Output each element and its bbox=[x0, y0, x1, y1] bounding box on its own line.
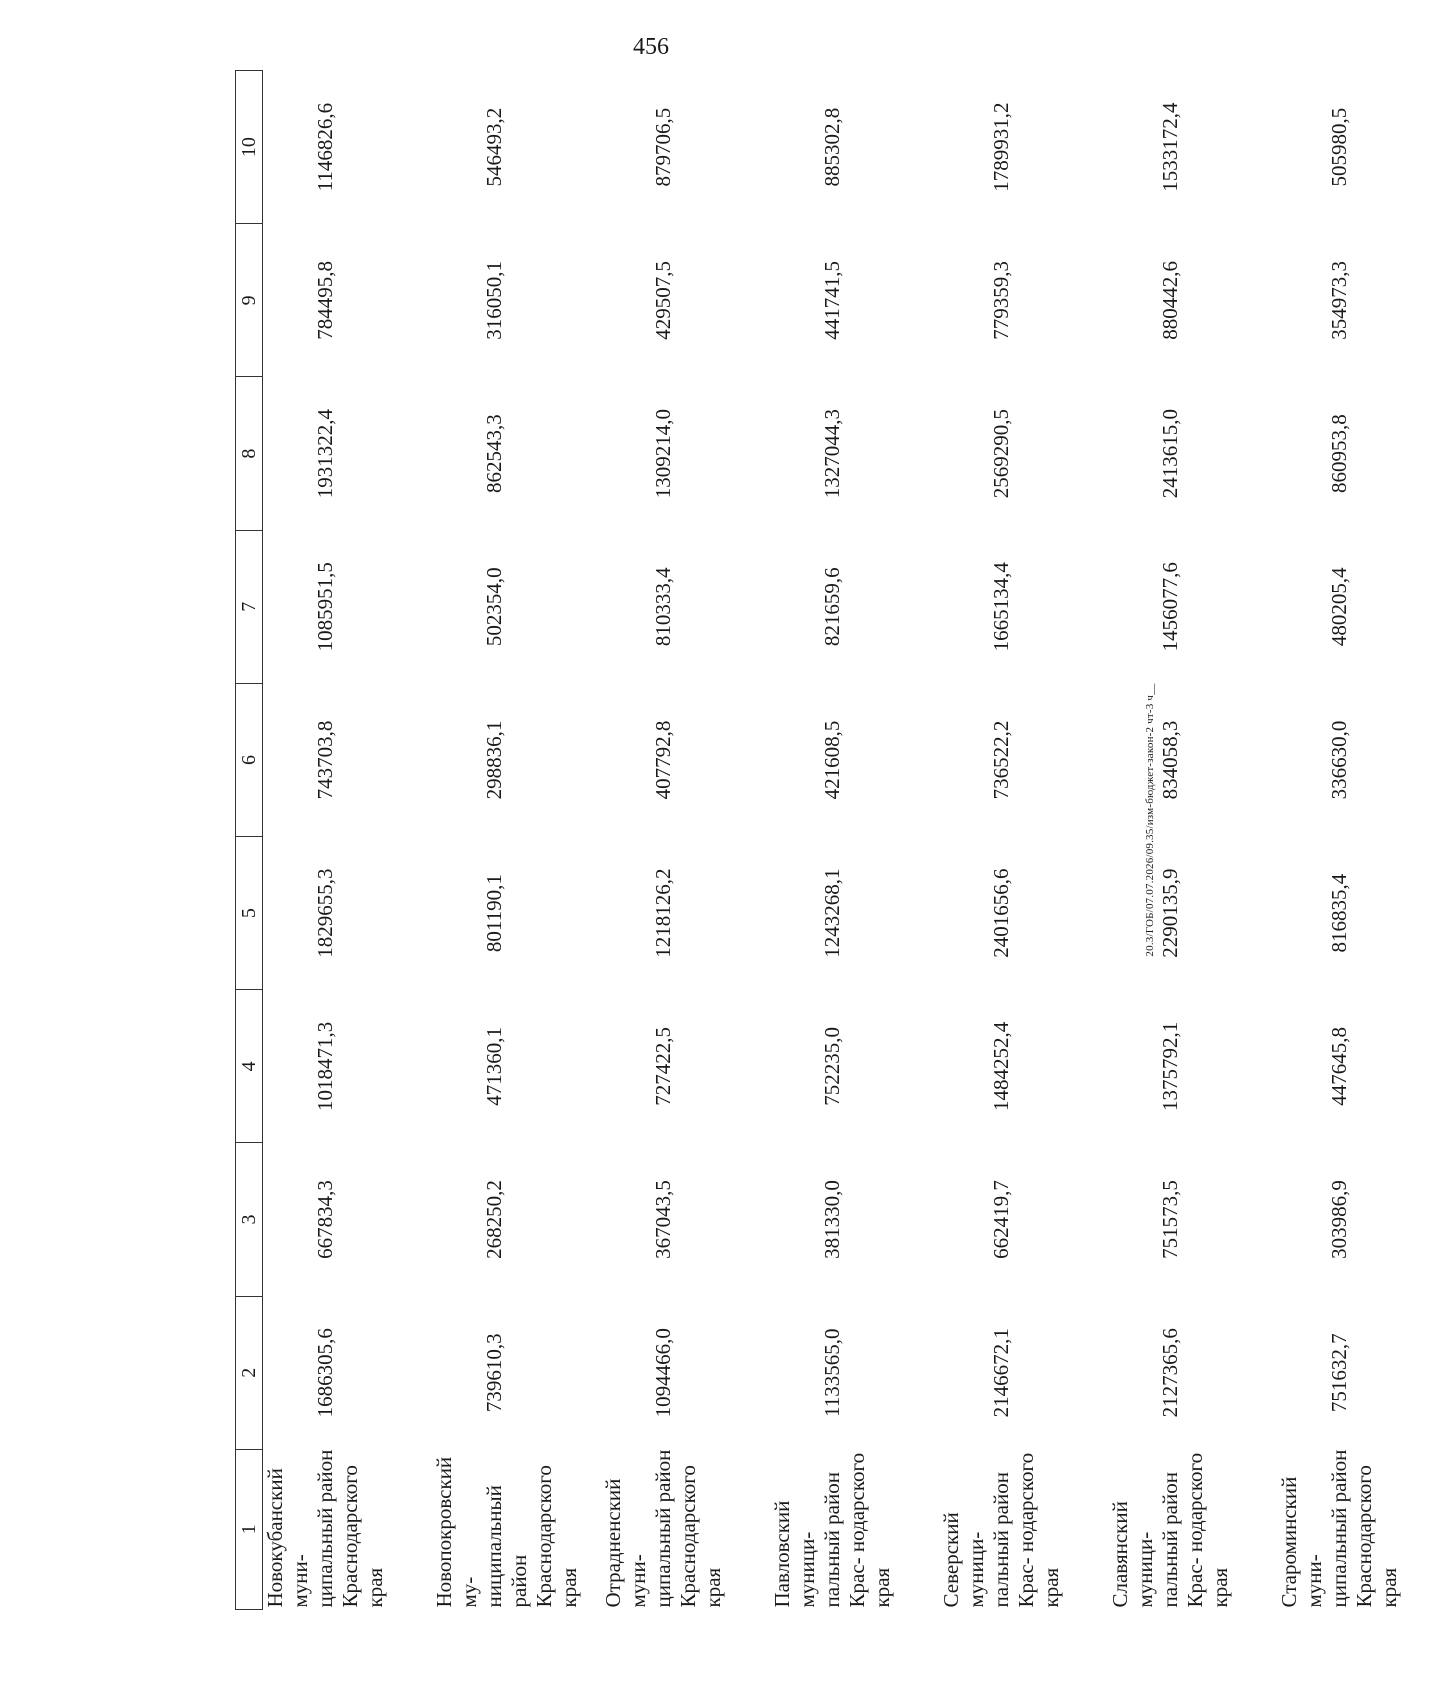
value-cell: 879706,5 bbox=[651, 107, 675, 187]
value-cell: 667834,3 bbox=[313, 1180, 337, 1259]
value-cell: 480205,4 bbox=[1327, 567, 1351, 647]
value-cell: 502354,0 bbox=[482, 567, 506, 647]
column-header: 6 bbox=[236, 683, 263, 836]
value-cell: 354973,3 bbox=[1327, 261, 1351, 340]
table-row bbox=[939, 71, 1108, 1610]
value-cell: 303986,9 bbox=[1327, 1180, 1351, 1259]
value-cell: 2569290,5 bbox=[989, 408, 1013, 499]
column-header: 1 bbox=[236, 1449, 263, 1609]
footer-document-code: 20.3/ГОБ/07.07.2026/09.35/изм-бюджет-закон-2 чт-3 ч__ bbox=[1144, 683, 1156, 957]
value-cell: 727422,5 bbox=[651, 1026, 675, 1106]
value-cell: 801190,1 bbox=[482, 874, 506, 953]
value-cell: 662419,7 bbox=[989, 1180, 1013, 1259]
value-cell: 407792,8 bbox=[651, 720, 675, 800]
value-cell: 268250,2 bbox=[482, 1180, 506, 1259]
column-header: 5 bbox=[236, 837, 263, 990]
value-cell: 751632,7 bbox=[1327, 1333, 1351, 1413]
value-cell: 367043,5 bbox=[651, 1180, 675, 1259]
value-cell: 298836,1 bbox=[482, 720, 506, 800]
municipality-name: Староминский муни- ципальный район Краснодарского края bbox=[1277, 1449, 1401, 1608]
value-cell: 1327044,3 bbox=[820, 408, 844, 499]
budget-table bbox=[235, 70, 1446, 1610]
value-cell: 736522,2 bbox=[989, 720, 1013, 800]
value-cell: 2413615,0 bbox=[1158, 408, 1182, 499]
table-row bbox=[770, 71, 939, 1610]
municipality-name: Славянский муници- пальный район Крас- нодарского края bbox=[1108, 1452, 1232, 1608]
value-cell: 1789931,2 bbox=[989, 102, 1013, 192]
value-cell: 1829655,3 bbox=[313, 868, 337, 958]
page-number: 456 bbox=[633, 34, 669, 60]
value-cell: 752235,0 bbox=[820, 1026, 844, 1106]
value-cell: 1018471,3 bbox=[313, 1021, 337, 1111]
value-cell: 739610,3 bbox=[482, 1333, 506, 1413]
column-header: 7 bbox=[236, 530, 263, 683]
value-cell: 1146826,6 bbox=[313, 102, 337, 192]
value-cell: 834058,3 bbox=[1158, 720, 1182, 800]
value-cell: 885302,8 bbox=[820, 107, 844, 187]
table-row bbox=[432, 71, 601, 1610]
table-row bbox=[601, 71, 770, 1610]
municipality-name: Павловский муници- пальный район Крас- нодарского края bbox=[770, 1452, 894, 1608]
municipality-name: Новопокровский му- ниципальный район Краснодарского края bbox=[432, 1456, 581, 1608]
value-cell: 546493,2 bbox=[482, 107, 506, 187]
value-cell: 1484252,4 bbox=[989, 1021, 1013, 1111]
value-cell: 751573,5 bbox=[1158, 1180, 1182, 1259]
value-cell: 2401656,6 bbox=[989, 868, 1013, 958]
value-cell: 810333,4 bbox=[651, 567, 675, 647]
value-cell: 381330,0 bbox=[820, 1180, 844, 1259]
value-cell: 1665134,4 bbox=[989, 562, 1013, 652]
value-cell: 471360,1 bbox=[482, 1026, 506, 1106]
value-cell: 784495,8 bbox=[313, 261, 337, 340]
value-cell: 743703,8 bbox=[313, 720, 337, 800]
value-cell: 421608,5 bbox=[820, 720, 844, 800]
value-cell: 429507,5 bbox=[651, 261, 675, 340]
value-cell: 1133565,0 bbox=[820, 1328, 844, 1417]
value-cell: 816835,4 bbox=[1327, 873, 1351, 953]
value-cell: 1309214,0 bbox=[651, 408, 675, 499]
column-header: 9 bbox=[236, 224, 263, 377]
table-header-row bbox=[236, 71, 263, 1610]
value-cell: 447645,8 bbox=[1327, 1026, 1351, 1106]
municipality-name: Новокубанский муни- ципальный район Краснодарского края bbox=[263, 1449, 387, 1608]
municipality-name: Северский муници- пальный район Крас- нодарского края bbox=[939, 1452, 1063, 1608]
value-cell: 1931322,4 bbox=[313, 408, 337, 499]
value-cell: 1218126,2 bbox=[651, 868, 675, 958]
column-header: 4 bbox=[236, 990, 263, 1143]
table-row bbox=[1277, 71, 1446, 1610]
value-cell: 505980,5 bbox=[1327, 107, 1351, 187]
value-cell: 779359,3 bbox=[989, 261, 1013, 340]
value-cell: 821659,6 bbox=[820, 567, 844, 647]
value-cell: 2146672,1 bbox=[989, 1328, 1013, 1418]
table-row bbox=[1108, 71, 1277, 1610]
value-cell: 1456077,6 bbox=[1158, 562, 1182, 652]
value-cell: 1686305,6 bbox=[313, 1328, 337, 1418]
value-cell: 1533172,4 bbox=[1158, 102, 1182, 192]
column-header: 2 bbox=[236, 1296, 263, 1449]
column-header: 3 bbox=[236, 1143, 263, 1296]
value-cell: 441741,5 bbox=[820, 261, 844, 340]
value-cell: 1375792,1 bbox=[1158, 1021, 1182, 1111]
value-cell: 1085951,5 bbox=[313, 562, 337, 652]
municipality-name: Отрадненский муни- ципальный район Краснодарского края bbox=[601, 1449, 725, 1608]
value-cell: 862543,3 bbox=[482, 414, 506, 493]
value-cell: 2290135,9 bbox=[1158, 868, 1182, 958]
value-cell: 336630,0 bbox=[1327, 720, 1351, 800]
value-cell: 2127365,6 bbox=[1158, 1328, 1182, 1418]
column-header: 8 bbox=[236, 377, 263, 530]
value-cell: 316050,1 bbox=[482, 261, 506, 340]
table-row bbox=[263, 71, 433, 1610]
column-header: 10 bbox=[236, 71, 263, 224]
value-cell: 880442,6 bbox=[1158, 261, 1182, 340]
value-cell: 1094466,0 bbox=[651, 1328, 675, 1418]
value-cell: 1243268,1 bbox=[820, 868, 844, 958]
value-cell: 860953,8 bbox=[1327, 414, 1351, 493]
